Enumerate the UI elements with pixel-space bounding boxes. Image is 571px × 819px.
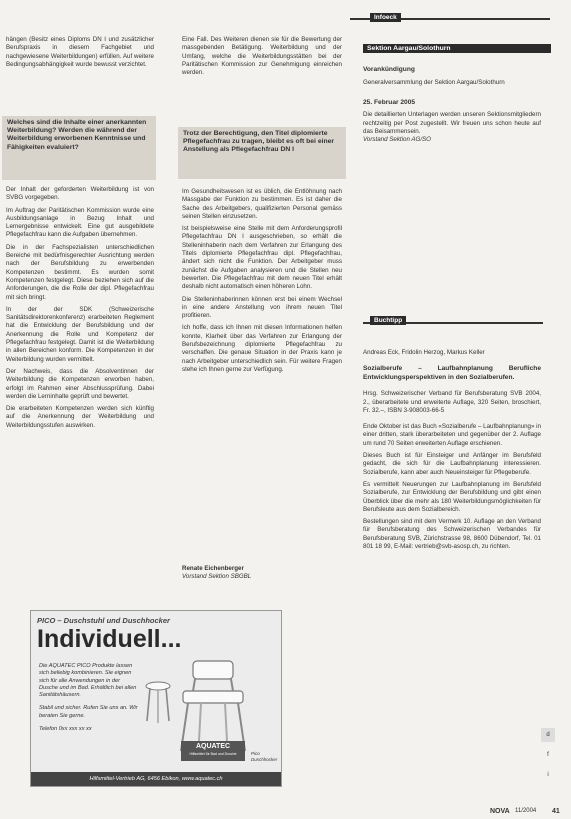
book-title: Sozialberufe – Laufbahnplanung Berufliche Entwicklungsperspektiven in den Sozialberufen. — [363, 365, 541, 381]
date-signature: Vorstand Sektion AG/SO — [363, 136, 431, 144]
left-question-box — [2, 116, 156, 180]
ad-text — [39, 663, 139, 733]
middle-intro: Eine Fall. Des Weiteren dienen sie für die Bewertung der massgebenden Betätigung. Weiterbildung und der Umfang, welche die Weiterbildungsstätten bei der Paritätischen Kommission zur Genehmigung einreichen werden. — [182, 36, 342, 77]
side-tab-d[interactable]: d — [541, 728, 555, 742]
announcement-title: Vorankündigung — [363, 66, 415, 73]
infoeck-label: Infoeck — [370, 13, 401, 22]
middle-question: Trotz der Berechtigung, den Titel diplomierte Pflegefachfrau zu tragen, bleibt es oft bei einer Anstellung als Pflegefachfrau DN I — [183, 130, 335, 154]
section-title: Sektion Aargau/Solothurn — [363, 44, 551, 53]
ad-logo-sub: Hilfsmittel für Bad und Dusche — [189, 752, 237, 756]
middle-signature — [182, 565, 342, 582]
book-authors: Andreas Eck, Fridolin Herzog, Markus Keller — [363, 349, 485, 356]
middle-column — [182, 36, 342, 81]
left-para-6: Die erarbeiteten Kompetenzen werden sich künftig auf die Anerkennung der Weiterbildung und Weiterbildungsstufen auswirken. — [6, 405, 154, 429]
left-para-1: Der Inhalt der geforderten Weiterbildung ist von SVBG vorgegeben. — [6, 186, 154, 202]
middle-question-box — [178, 127, 346, 179]
middle-para-4: Ich hoffe, dass ich Ihnen mit diesen Informationen helfen konnte, Klarheit über das Verfahren zur Erlangung der Berufsbezeichnung diplomierte Pflegefachfrau zu verschaffen. Die genaue Situation in der Praxis kann je nach Arbeitgeber unterschiedlich sein. Für weitere Fragen stehe ich Ihnen gerne zur Verfügung. — [182, 324, 342, 373]
ad-headline: PICO – Duschstuhl und Duschhocker — [37, 616, 170, 625]
book-publisher: Hrsg. Schweizerischer Verband für Berufsberatung SVB 2004, 2., überarbeitete und erweiterte Auflage, 320 Seiten, broschiert, Fr. 32.–, ISBN 3-908003-66-5 — [363, 390, 541, 414]
ad-text-2: Stabil und sicher. Rufen Sie uns an. Wir beraten Sie gerne. — [39, 705, 138, 719]
buchtipp-label: Buchtipp — [370, 316, 406, 325]
left-para-5: Der Nachweis, dass die Absolventinnen der Weiterbildung die Kompetenzen erworben haben, erfolgt im Rahmen einer Abschlussprüfung. Dabei werden die Lerninhalte geprüft und bewertet. — [6, 367, 154, 400]
left-column — [6, 36, 154, 73]
ad-title: Individuell... — [37, 625, 182, 653]
middle-para-1: Im Gesundheitswesen ist es üblich, die Entlöhnung nach Massgabe der Funktion zu bestimmen. Es ist daher die Sache des Arbeitgebers, qualifizierten Personal gemäss seinen Stellen einzusetzen. — [182, 188, 342, 220]
ad-logo-text: AQUATEC — [195, 743, 231, 750]
left-para-2: Im Auftrag der Paritätischen Kommission wurde eine Ausbildungsanlage in Bezug Inhalt und Lernergebnisse entwickelt. Eine gut ausgebildete Pflegefachfrau kann die Aufgaben übernehmen. — [6, 206, 154, 239]
right-announcement — [363, 66, 541, 148]
left-intro: hängen (Besitz eines Diploms DN I und zusätzlicher Berufspraxis in diesem Fachgebiet und nachgewiesene Weiterbildungen) erfüllen. Auf weitere Bedingungsabhängigkeit wurde bewusst verzichtet. — [6, 36, 154, 68]
book-para-4: Bestellungen sind mit dem Vermerk 10. Auflage an den Verband für Berufsberatung des Schweizerischen Verbandes für Berufsberatung SVB, Zürichstrasse 98, 8600 Dübendorf, Tel. 01 801 18 99, E-Mail: vertrieb@svb-asosp.ch, zu richten. — [363, 518, 541, 551]
book-para-1: Ende Oktober ist das Buch «Sozialberufe – Laufbahnplanung» in einer dritten, stark überarbeiteten und gegenüber der 2. Auflage um rund 70 Seiten erweiterten Auflage erschienen. — [363, 423, 541, 447]
ad-text-1: Die AQUATEC PICO Produkte lassen sich beliebig kombinieren. Sie eignen sich für alle Anwendungen in der Dusche und im Bad. Erhältlich bei allen Sanitätshäusern. — [39, 663, 137, 699]
side-tab-i[interactable]: i — [547, 772, 549, 778]
side-tab-f[interactable]: f — [547, 752, 549, 758]
page-number: 41 — [552, 808, 560, 815]
date-text: Die detaillierten Unterlagen werden unseren Sektionsmitgliedern rechtzeitig per Post zugestellt. Wir freuen uns schon heute auf das Beisammensein. — [363, 111, 541, 135]
middle-body — [182, 188, 342, 378]
book-para-3: Es vermittelt Neuerungen zur Laufbahnplanung im Berufsfeld Sozialberufe, zur Entwicklung der Berufsbildung und gibt einen Überblick über die mehr als 180 Weiterbildungsmöglichkeiten für Berufsleute aus dem Sozialbereich. — [363, 480, 541, 513]
ad-phone: Telefon 0xx xxx xx xx — [39, 726, 92, 733]
issue-number: 11/2004 — [515, 808, 537, 814]
left-body — [6, 186, 154, 434]
ad-caption: Pico Duschhocker — [251, 751, 278, 762]
author-name: Renate Eichenberger — [182, 565, 244, 572]
date-title: 25. Februar 2005 — [363, 98, 416, 106]
ad-logo — [181, 741, 245, 761]
left-para-3: Die in der Fachspezialisten unterschiedlichen Bereiche mit bedürfnisgerechter Ausrichtung werden nach der Berufsbildung zu erwerbenden Kompetenzen bestimmt. Es wurden somit Kompetenzen festgelegt. Diese beziehen sich auf die Anforderungen, die die Rolle der dipl. Pflegefachfrau mit sich bringt. — [6, 243, 154, 301]
magazine-name: NOVA — [490, 808, 510, 815]
middle-para-3: Die Stelleninhaberinnen können erst bei einem Wechsel in eine andere Anstellung von ihrem neuen Titel profitieren. — [182, 295, 342, 320]
right-book — [363, 349, 541, 555]
left-para-4: In der der SDK (Schweizerische Sanitätsdirektorenkonferenz) erarbeiteten Reglement hat die Entwicklung der Berufsbildung und der Anerkennung die Rolle und Kompetenz der Pflegefachfrau festgelegt. Damit ist die Weiterbildung in allen Bereichen konform. Die Kompetenzen in der Weiterbildung wurden vermittelt. — [6, 305, 154, 363]
advertisement — [30, 610, 282, 787]
author-role: Vorstand Sektion SBGBL — [182, 573, 252, 581]
announcement-text: Generalversammlung der Sektion Aargau/Solothurn — [363, 78, 505, 86]
middle-para-2: Ist beispielsweise eine Stelle mit dem Anforderungsprofil Pflegefachfrau DN I ausgeschrieben, so erhält die Stelleninhaberin nach dem Verfahren zur Erlangung des Titels diplomierte Pflegefachfrau dipl. Pflegefachfrau, ändert sich nicht die Funktion. Der Arbeitgeber muss zunächst die Aufgaben analysieren und die Stellen neu bewerten. Die Pflegefachfrau mit dem neuen Titel erhält deshalb nicht automatisch einen höheren Lohn. — [182, 225, 342, 291]
book-para-2: Dieses Buch ist für Einsteiger und Anfänger im Berufsfeld gedacht, die sich für die Laufbahnplanung interessieren. Sozialberufe, kann aber auch Neueinsteiger für Pflegeberufe. — [363, 452, 541, 476]
left-question: Welches sind die Inhalte einer anerkannten Weiterbildung? Werden die während der Weiterbildung erworbenen Kenntnisse und Fähigkeiten evaluiert? — [7, 119, 147, 151]
ad-footer: Hilfsmittel-Vertrieb AG, 6456 Ebikon, www.aquatec.ch — [31, 772, 281, 786]
